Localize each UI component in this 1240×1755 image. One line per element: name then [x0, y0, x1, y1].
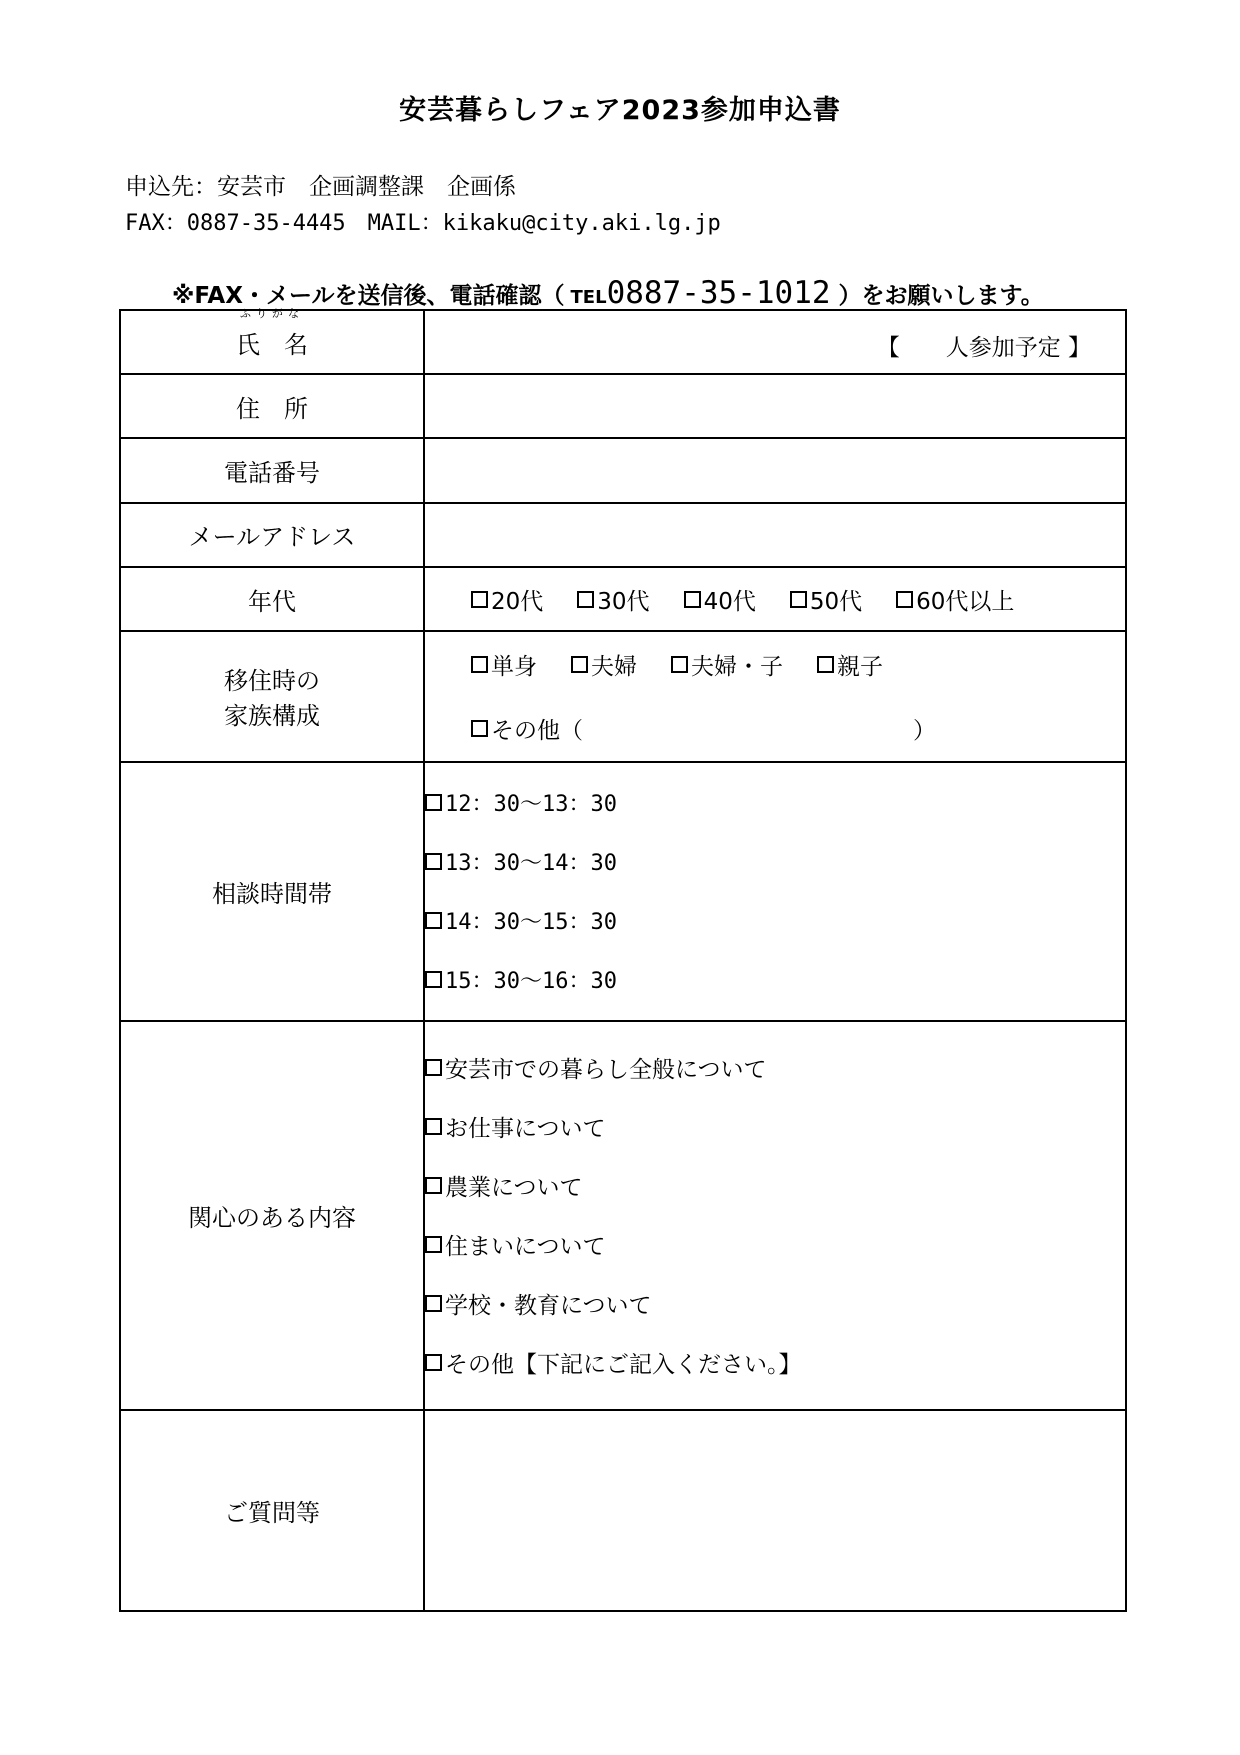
form-row-family — [120, 631, 1126, 762]
form-row-email — [120, 503, 1126, 567]
checkbox[interactable] — [896, 591, 913, 608]
timeslot-option[interactable] — [425, 950, 1125, 1009]
timeslot-option[interactable] — [425, 773, 1125, 832]
family-other-row — [425, 696, 1125, 760]
family-label-line2: 家族構成 — [224, 702, 320, 731]
option-label: 夫婦・子 — [691, 653, 783, 680]
option-label: 15：30〜16：30 — [445, 969, 617, 995]
option-label: 住まいについて — [445, 1234, 606, 1261]
timeslot-label: 相談時間帯 — [120, 762, 424, 1021]
page-title: 安芸暮らしフェア2023参加申込書 — [399, 95, 841, 126]
checkbox[interactable] — [817, 656, 834, 673]
address-label: 住 所 — [120, 374, 424, 438]
option-label: その他（ — [491, 717, 583, 744]
option-label: 安芸市での暮らし全般について — [445, 1057, 767, 1084]
age-option-40s[interactable] — [684, 583, 756, 616]
family-option-single[interactable] — [471, 648, 537, 681]
checkbox[interactable] — [577, 591, 594, 608]
option-label: 20代 — [491, 588, 544, 615]
checkbox[interactable] — [790, 591, 807, 608]
family-options — [425, 632, 1125, 696]
interest-option[interactable] — [425, 1215, 1125, 1274]
age-field — [424, 567, 1126, 631]
family-label-cell — [120, 631, 424, 762]
family-field — [424, 631, 1126, 762]
option-label: 40代 — [703, 588, 756, 615]
notice-text-after: ）をお願いします。 — [838, 283, 1044, 309]
family-option-parent-child[interactable] — [817, 648, 883, 681]
timeslot-option[interactable] — [425, 891, 1125, 950]
checkbox[interactable] — [425, 912, 442, 929]
age-option-60s-plus[interactable] — [896, 583, 1014, 616]
timeslot-field — [424, 762, 1126, 1021]
interest-option[interactable] — [425, 1038, 1125, 1097]
form-row-interests — [120, 1021, 1126, 1410]
contact-info: FAX：0887-35-4445 MAIL：kikaku@city.aki.lg.jp — [125, 211, 721, 236]
form-row-name — [120, 310, 1126, 374]
option-label: お仕事について — [445, 1116, 606, 1143]
checkbox[interactable] — [425, 853, 442, 870]
interests-field — [424, 1021, 1126, 1410]
checkbox[interactable] — [425, 1236, 442, 1253]
name-furigana: ふりがな — [240, 306, 304, 320]
checkbox[interactable] — [471, 720, 488, 737]
option-label: 親子 — [837, 653, 883, 680]
option-label: その他【下記にご記入ください。】 — [445, 1352, 802, 1379]
checkbox[interactable] — [425, 1354, 442, 1371]
family-option-couple-child[interactable] — [671, 648, 783, 681]
phone-label: 電話番号 — [120, 438, 424, 502]
checkbox[interactable] — [684, 591, 701, 608]
name-label: 氏 名 — [236, 330, 308, 359]
interest-option[interactable] — [425, 1333, 1125, 1392]
age-options — [425, 583, 1125, 616]
option-label: 13：30〜14：30 — [445, 851, 617, 877]
option-label: 単身 — [491, 653, 537, 680]
option-label: 学校・教育について — [445, 1293, 652, 1320]
option-label: 60代以上 — [916, 588, 1015, 615]
checkbox[interactable] — [425, 971, 442, 988]
option-label: 農業について — [445, 1175, 583, 1202]
checkbox[interactable] — [425, 1059, 442, 1076]
name-label-wrap — [236, 306, 308, 360]
tel-prefix: TEL — [570, 287, 607, 308]
checkbox[interactable] — [571, 656, 588, 673]
application-form — [119, 306, 1127, 1612]
age-label: 年代 — [120, 567, 424, 631]
checkbox[interactable] — [425, 1177, 442, 1194]
form-row-address — [120, 374, 1126, 438]
checkbox[interactable] — [425, 1295, 442, 1312]
form-row-phone — [120, 438, 1126, 502]
age-option-50s[interactable] — [790, 583, 862, 616]
interest-option[interactable] — [425, 1156, 1125, 1215]
checkbox[interactable] — [425, 1118, 442, 1135]
email-label: メールアドレス — [120, 503, 424, 567]
option-label: 50代 — [809, 588, 863, 615]
checkbox[interactable] — [671, 656, 688, 673]
checkbox[interactable] — [471, 591, 488, 608]
phone-field[interactable] — [424, 438, 1126, 502]
application-address: 申込先：安芸市 企画調整課 企画係 — [125, 174, 516, 200]
age-option-20s[interactable] — [471, 583, 543, 616]
option-label: 14：30〜15：30 — [445, 910, 617, 936]
form-row-age — [120, 567, 1126, 631]
participants-count: 【 人参加予定 】 — [876, 335, 1091, 361]
questions-field[interactable] — [424, 1410, 1126, 1611]
name-field[interactable] — [424, 310, 1126, 374]
family-label-line1: 移住時の — [224, 667, 320, 696]
option-label: 30代 — [597, 588, 650, 615]
questions-label: ご質問等 — [120, 1410, 424, 1611]
checkbox[interactable] — [425, 794, 442, 811]
checkbox[interactable] — [471, 656, 488, 673]
email-field[interactable] — [424, 503, 1126, 567]
family-option-couple[interactable] — [571, 648, 637, 681]
timeslot-option[interactable] — [425, 832, 1125, 891]
address-field[interactable] — [424, 374, 1126, 438]
paren-close: ） — [913, 717, 936, 744]
option-label: 夫婦 — [591, 653, 637, 680]
form-row-timeslot — [120, 762, 1126, 1021]
interests-label: 関心のある内容 — [120, 1021, 424, 1410]
option-label: 12：30〜13：30 — [445, 792, 617, 818]
name-label-cell — [120, 306, 424, 374]
interest-option[interactable] — [425, 1097, 1125, 1156]
family-option-other[interactable] — [471, 712, 936, 745]
form-row-questions — [120, 1410, 1126, 1611]
notice-text: ※FAX・メールを送信後、電話確認（ — [172, 283, 565, 309]
age-option-30s[interactable] — [577, 583, 649, 616]
interest-option[interactable] — [425, 1274, 1125, 1333]
tel-number: 0887-35-1012 — [606, 275, 831, 311]
